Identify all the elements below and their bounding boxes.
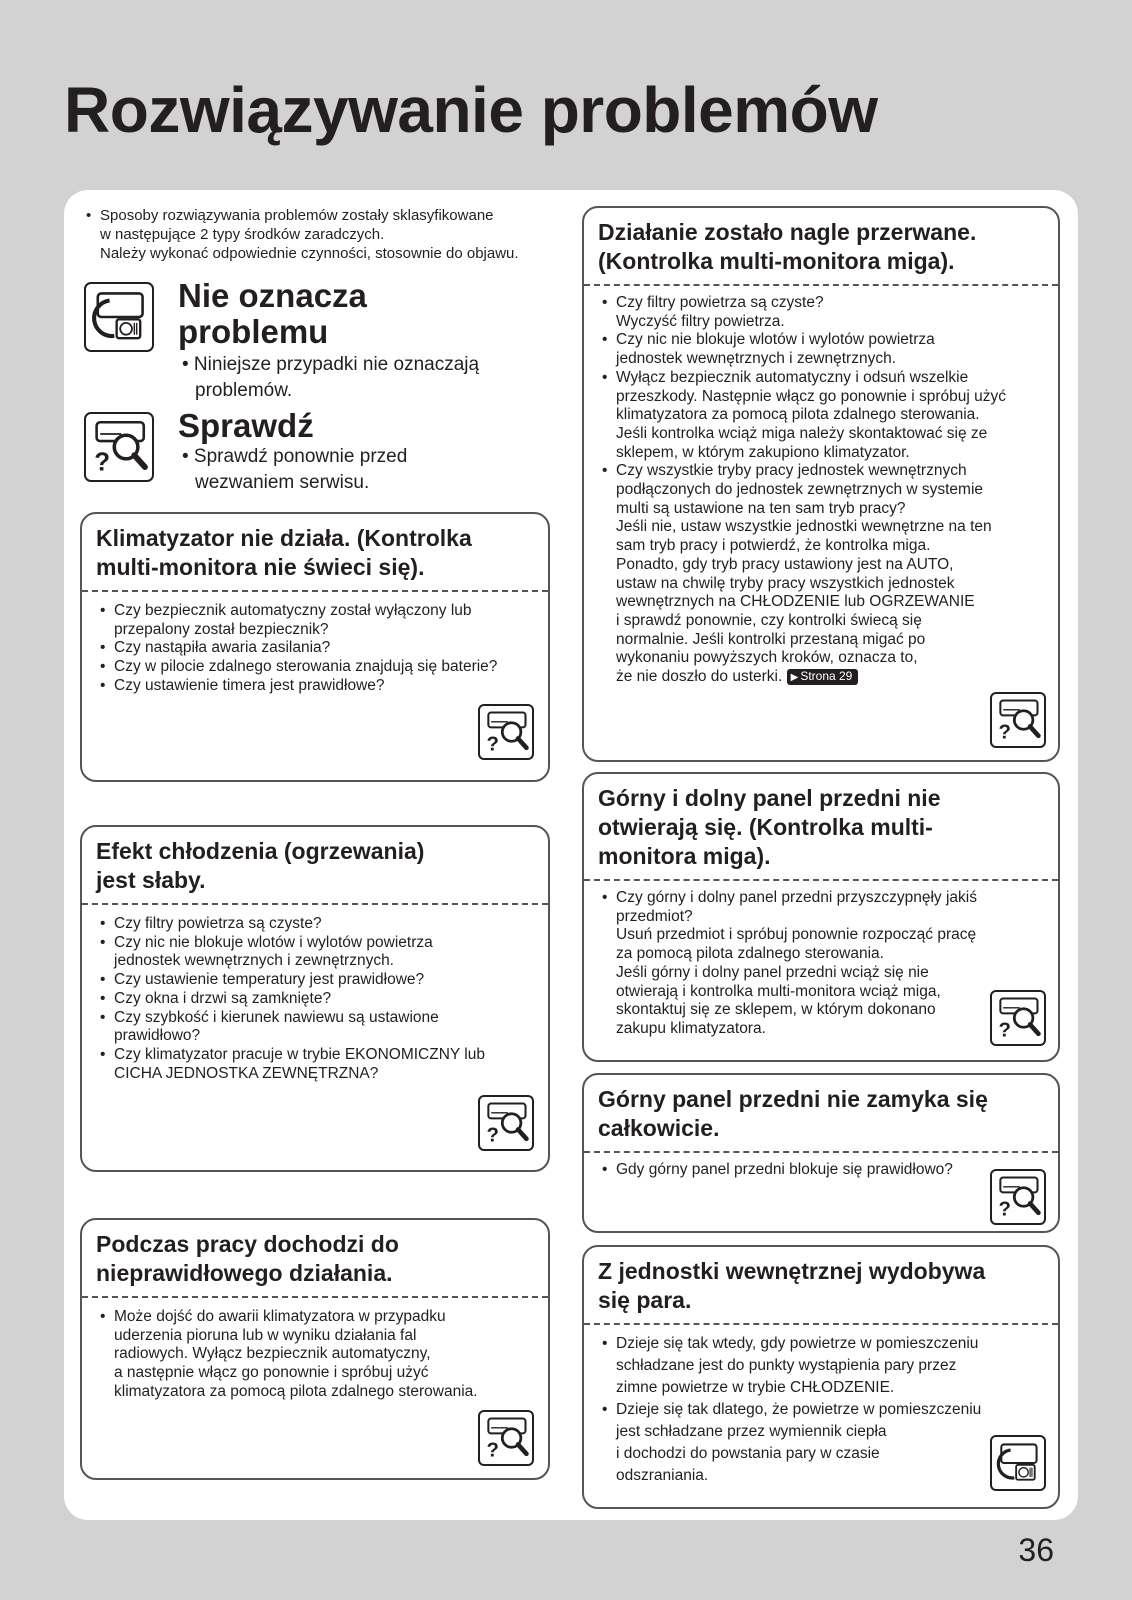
item-line: za pomocą pilota zdalnego sterowania. xyxy=(616,945,884,963)
card-title xyxy=(584,208,1058,286)
card-title-line: Działanie zostało nagle przerwane. xyxy=(598,219,977,245)
item-line: i dochodzi do powstania pary w czasie xyxy=(616,1445,880,1462)
item-line: • Czy nic nie blokuje wlotów i wylotów powietrza xyxy=(114,933,433,951)
card-title xyxy=(584,1247,1058,1325)
legend-desc-line: wezwaniem serwisu. xyxy=(195,472,370,493)
check-icon xyxy=(990,1169,1046,1225)
item-line: • Dzieje się tak dlatego, że powietrze w pomieszczeniu xyxy=(616,1401,982,1418)
list-item xyxy=(100,658,534,677)
legend-heading-line: problemu xyxy=(178,313,329,350)
item-line: a następnie włącz go ponownie i spróbuj użyć xyxy=(114,1364,429,1382)
check-icon xyxy=(478,704,534,760)
legend-desc-line: • Niniejsze przypadki nie oznaczają xyxy=(182,354,480,375)
card-title-line: się para. xyxy=(598,1287,692,1313)
item-line: podłączonych do jednostek zewnętrznych w systemie xyxy=(616,481,984,499)
list-item xyxy=(100,602,534,639)
card-title-line: Podczas pracy dochodzi do xyxy=(96,1231,399,1257)
card-steam xyxy=(582,1245,1060,1509)
list-item xyxy=(602,1333,1044,1399)
list-item xyxy=(100,971,534,990)
legend-desc-line: • Sprawdź ponownie przed xyxy=(182,446,408,467)
item-line: jednostek wewnętrznych i zewnętrznych. xyxy=(114,952,394,970)
card-items xyxy=(82,905,548,1083)
list-item xyxy=(100,1046,534,1083)
item-line-with-link xyxy=(616,668,1044,687)
card-weak-cooling xyxy=(80,825,550,1172)
card-title-line: jest słaby. xyxy=(96,867,206,893)
list-item xyxy=(100,639,534,658)
card-ac-not-working xyxy=(80,512,550,782)
intro-bullet xyxy=(86,206,586,263)
page-number: 36 xyxy=(1018,1532,1054,1568)
list-item xyxy=(602,1399,1044,1487)
card-title xyxy=(82,514,548,592)
intro-line: w następujące 2 typy środków zaradczych. xyxy=(100,226,385,243)
item-line: • Czy bezpiecznik automatyczny został wyłączony lub xyxy=(114,602,472,619)
card-items xyxy=(584,1325,1058,1487)
item-line: jednostek wewnętrznych i zewnętrznych. xyxy=(616,350,896,368)
item-line: zimne powietrze w trybie CHŁODZENIE. xyxy=(616,1379,895,1396)
item-line: • Czy nastąpiła awaria zasilania? xyxy=(114,639,331,657)
card-sudden-stop xyxy=(582,206,1060,762)
item-line: wykonaniu powyższych kroków, oznacza to, xyxy=(616,649,918,667)
legend-heading-line: Nie oznacza xyxy=(178,277,367,314)
item-line: • Gdy górny panel przedni blokuje się prawidłowo? xyxy=(616,1161,953,1178)
page-reference-label: Strona 29 xyxy=(800,669,853,684)
list-item xyxy=(100,1009,534,1046)
card-title xyxy=(82,827,548,905)
card-malfunction xyxy=(80,1218,550,1480)
list-item xyxy=(100,1308,534,1402)
item-line: wewnętrznych na CHŁODZENIE lub OGRZEWANIE xyxy=(616,593,975,611)
intro-note xyxy=(86,206,586,263)
legend-desc-line: problemów. xyxy=(195,380,293,401)
not-problem-icon xyxy=(84,282,154,352)
item-line: • Czy okna i drzwi są zamknięte? xyxy=(114,989,332,1007)
check-icon xyxy=(478,1095,534,1151)
item-line: • Dzieje się tak wtedy, gdy powietrze w pomieszczeniu xyxy=(616,1335,979,1352)
list-item xyxy=(100,990,534,1009)
intro-line: • Sposoby rozwiązywania problemów zostały sklasyfikowane xyxy=(100,207,494,224)
item-line: Usuń przedmiot i spróbuj ponownie rozpocząć pracę xyxy=(616,926,977,944)
item-line: • Czy górny i dolny panel przedni przyszczypnęły jakiś xyxy=(616,889,977,906)
card-title-line: nieprawidłowego działania. xyxy=(96,1260,393,1286)
card-title-line: Z jednostki wewnętrznej wydobywa xyxy=(598,1258,986,1284)
list-item xyxy=(602,462,1044,686)
item-line: ustaw na chwilę tryby pracy wszystkich jednostek xyxy=(616,574,955,592)
legend-check-heading: Sprawdź xyxy=(178,407,314,444)
item-line: Jeśli nie, ustaw wszystkie jednostki wewnętrzne na ten xyxy=(616,518,992,536)
item-line: multi są ustawione na ten sam tryb pracy? xyxy=(616,499,906,517)
item-line: sam tryb pracy i potwierdź, że kontrolka miga. xyxy=(616,537,931,555)
card-title-line: multi-monitora nie świeci się). xyxy=(96,554,425,580)
item-line: normalnie. Jeśli kontrolki przestaną migać po xyxy=(616,630,926,648)
item-line: • Czy w pilocie zdalnego sterowania znajdują się baterie? xyxy=(114,658,498,676)
check-icon xyxy=(990,990,1046,1046)
card-title xyxy=(584,774,1058,881)
item-line: • Może dojść do awarii klimatyzatora w przypadku xyxy=(114,1308,446,1325)
item-line: Jeśli górny i dolny panel przedni wciąż się nie xyxy=(616,963,929,981)
card-title xyxy=(584,1075,1058,1153)
card-title-line: (Kontrolka multi-monitora miga). xyxy=(598,248,955,274)
legend-not-problem-heading xyxy=(178,278,367,350)
item-line: odszraniania. xyxy=(616,1467,709,1484)
item-line: Ponadto, gdy tryb pracy ustawiony jest na AUTO, xyxy=(616,555,954,573)
card-items xyxy=(584,1153,1058,1180)
item-line: przeszkody. Następnie włącz go ponownie i spróbuj użyć xyxy=(616,387,1006,405)
item-line: Jeśli kontrolka wciąż miga należy skontaktować się ze xyxy=(616,424,988,442)
card-title-line: otwierają się. (Kontrolka multi- xyxy=(598,814,933,840)
card-title-line: Górny i dolny panel przedni nie xyxy=(598,785,941,811)
legend-not-problem-desc xyxy=(182,352,479,404)
list-item xyxy=(100,915,534,934)
item-line: • Czy filtry powietrza są czyste? xyxy=(114,915,322,932)
item-line: skontaktuj się ze sklepem, w którym dokonano xyxy=(616,1001,936,1019)
item-line: przepalony został bezpiecznik? xyxy=(114,620,329,638)
intro-line: Należy wykonać odpowiednie czynności, stosownie do objawu. xyxy=(100,245,519,262)
list-item xyxy=(602,369,1044,463)
list-item xyxy=(602,294,1044,331)
card-items xyxy=(584,881,1058,1039)
item-line: schładzane jest do punkty wystąpienia pary przez xyxy=(616,1357,957,1374)
list-item xyxy=(100,677,534,696)
check-icon xyxy=(990,692,1046,748)
item-line: • Czy nic nie blokuje wlotów i wylotów powietrza xyxy=(616,331,935,349)
item-line: przedmiot? xyxy=(616,907,693,925)
item-line: • Czy szybkość i kierunek nawiewu są ustawione xyxy=(114,1008,439,1026)
check-icon xyxy=(478,1410,534,1466)
card-panel-not-closing xyxy=(582,1073,1060,1233)
card-title xyxy=(82,1220,548,1298)
item-line: i sprawdź ponownie, czy kontrolki świecą się xyxy=(616,611,922,629)
check-icon xyxy=(84,412,154,482)
item-line: prawidłowo? xyxy=(114,1027,201,1045)
card-items xyxy=(82,592,548,696)
not-problem-icon xyxy=(990,1435,1046,1491)
play-icon: ▶ xyxy=(790,672,799,684)
item-line: • Czy ustawienie temperatury jest prawidłowe? xyxy=(114,971,425,989)
card-title-line: Górny panel przedni nie zamyka się xyxy=(598,1086,988,1112)
page-reference-link[interactable] xyxy=(787,669,859,685)
page-title: Rozwiązywanie problemów xyxy=(64,74,878,146)
card-title-line: Efekt chłodzenia (ogrzewania) xyxy=(96,838,425,864)
item-line: Wyczyść filtry powietrza. xyxy=(616,312,785,330)
card-panels-not-opening xyxy=(582,772,1060,1062)
list-item xyxy=(100,934,534,971)
list-item xyxy=(602,331,1044,368)
list-item xyxy=(602,889,1044,1039)
item-line: klimatyzatora za pomocą pilota zdalnego sterowania. xyxy=(616,406,980,424)
item-line: klimatyzatora za pomocą pilota zdalnego sterowania. xyxy=(114,1382,478,1400)
item-line: jest schładzane przez wymiennik ciepła xyxy=(616,1423,887,1440)
item-line: radiowych. Wyłącz bezpiecznik automatyczny, xyxy=(114,1345,431,1363)
item-line: otwierają i kontrolka multi-monitora wciąż miga, xyxy=(616,982,941,1000)
item-line: CICHA JEDNOSTKA ZEWNĘTRZNA? xyxy=(114,1064,379,1082)
item-line: sklepem, w którym zakupiono klimatyzator. xyxy=(616,443,910,461)
legend-check-desc xyxy=(182,444,407,496)
item-line: • Czy wszystkie tryby pracy jednostek wewnętrznych xyxy=(616,462,967,480)
item-line-text: że nie doszło do usterki. xyxy=(616,668,783,686)
item-line: • Czy klimatyzator pracuje w trybie EKONOMICZNY lub xyxy=(114,1045,485,1063)
item-line: • Czy ustawienie timera jest prawidłowe? xyxy=(114,676,385,694)
card-title-line: Klimatyzator nie działa. (Kontrolka xyxy=(96,525,472,551)
list-item xyxy=(602,1161,1044,1180)
card-title-line: monitora miga). xyxy=(598,843,771,869)
card-items xyxy=(82,1298,548,1402)
card-items xyxy=(584,286,1058,687)
item-line: • Wyłącz bezpiecznik automatyczny i odsuń wszelkie xyxy=(616,368,969,386)
item-line: uderzenia pioruna lub w wyniku działania fal xyxy=(114,1326,417,1344)
card-title-line: całkowicie. xyxy=(598,1115,720,1141)
item-line: • Czy filtry powietrza są czyste? xyxy=(616,294,824,311)
item-line: zakupu klimatyzatora. xyxy=(616,1019,766,1037)
